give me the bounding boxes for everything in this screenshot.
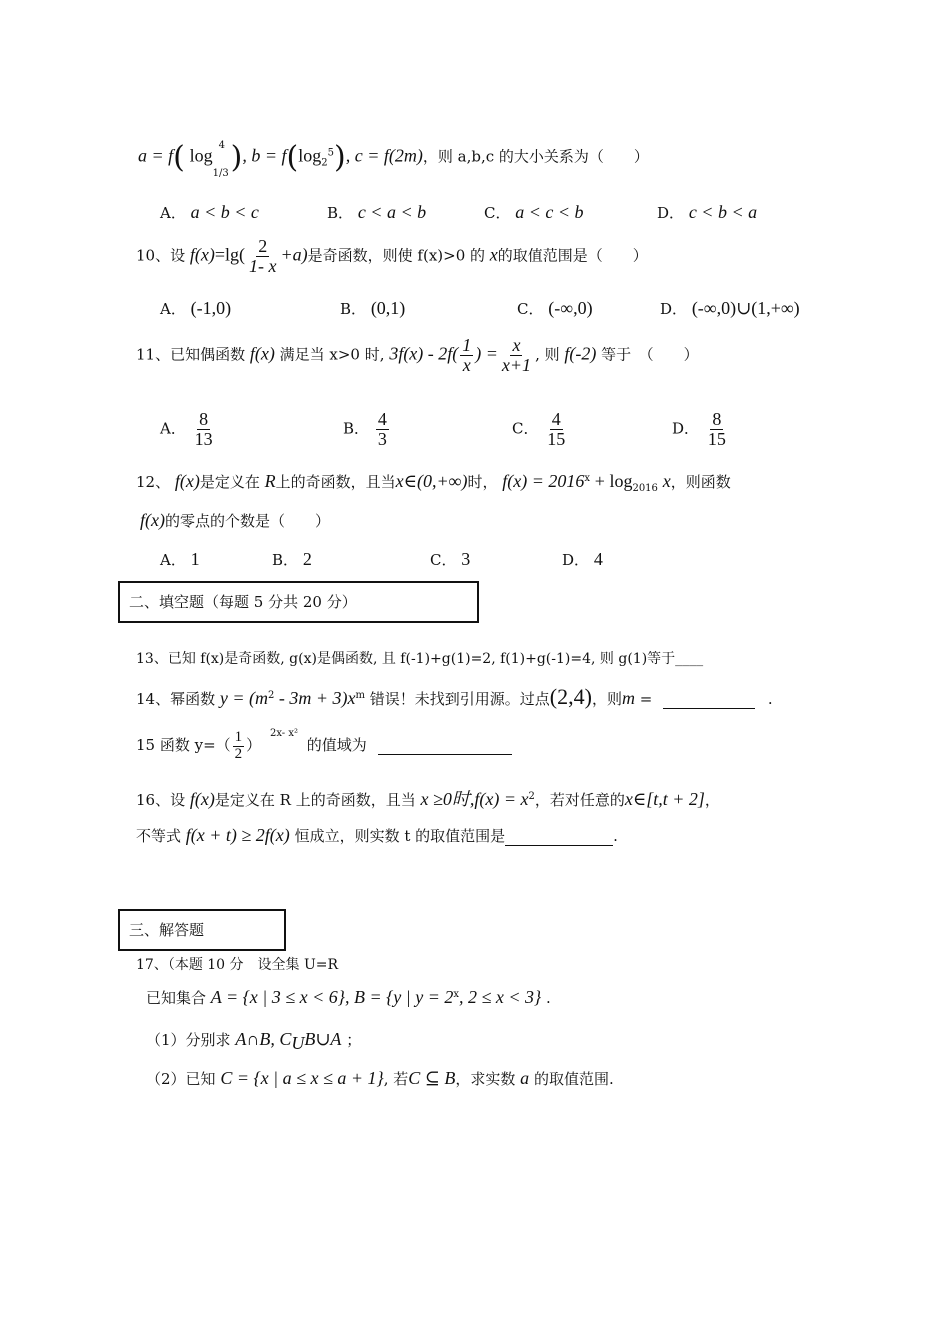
q9-expr-right: , c = f(2m) <box>345 145 423 166</box>
q13-line: 13、已知 f(x)是奇函数, g(x)是偶函数, 且 f(-1)+g(1)=2, f(1)+g(-1)=4, 则 g(1)等于____ <box>136 651 704 667</box>
q14-answer-blank[interactable] <box>663 690 755 709</box>
q16-line2: 不等式 f(x + t) ≥ 2f(x) 恒成立，则实数 t 的取值范围是 . <box>136 825 618 845</box>
q12-line1: 12、 f(x)是定义在 R上的奇函数，且当x∈(0,+∞)时， $f(x) = 2016^x + \log_{2016} x$，则函数 <box>136 471 731 494</box>
q10-fraction: $\frac{2}{1- x}$ <box>249 236 277 276</box>
q15-answer-blank[interactable] <box>378 736 512 755</box>
q17-line3: （2）已知 C = {x | a ≤ x ≤ a + 1}, 若C ⊆ B，求实数 a 的取值范围. <box>146 1068 614 1088</box>
q9-option-d: D． c < b < a <box>657 202 758 222</box>
q11-frac1: $\frac{1}{x}$ <box>462 335 472 375</box>
q11-line: 11、已知偶函数 f(x) 满足当 x>0 时, 3f(x) - 2f( $\frac{1}{x}$ ) = $\frac{x}{x+1}$ , 则 f(-2) 等于 （ ） <box>136 335 699 375</box>
q11-option-b: B． $\frac{4}{3}$ <box>343 409 387 449</box>
q9-option-b: B． c < a < b <box>327 202 427 222</box>
q12-option-a: A． 1 <box>160 549 200 569</box>
q9-tail: ，则 a,b,c 的大小关系为（ ） <box>422 147 649 166</box>
q11-option-a: A． $\frac{8}{13}$ <box>160 409 213 449</box>
q10-option-b: B． (0,1) <box>340 298 406 318</box>
q9-log2-sub: 2 <box>321 157 328 169</box>
q17-head: 17、（本题 10 分 设全集 U=R <box>136 957 339 973</box>
q14-line: 14、幂函数 $y = (m^2 - 3m + 3)x^m$ 错误！未找到引用源。过点(2,4)，则m = . <box>136 684 773 709</box>
q10-option-d: D． (-∞,0)∪(1,+∞) <box>660 298 800 318</box>
q10-eq: =lg( <box>214 244 246 265</box>
q11-frac2: $\frac{x}{x+1}$ <box>501 335 532 375</box>
q10-line: 10、设 f(x)=lg( $\frac{2}{1- x}$ +a)是奇函数，则使 f(x)>0 的 x的取值范围是（ ） <box>136 236 648 276</box>
q11-option-c: C． $\frac{4}{15}$ <box>512 409 566 449</box>
q10-tail: 是奇函数，则使 f(x)>0 的 <box>307 246 486 265</box>
q9-option-c: C． a < c < b <box>484 202 584 222</box>
q9-line: a = f( log 4 1/3 ), $b = f(\log_2^5)$, c = f(2m)，则 a,b,c 的大小关系为（ ） <box>138 139 649 179</box>
q9-expr-left: a = f <box>138 145 174 166</box>
q16-answer-blank[interactable] <box>505 827 613 846</box>
q12-option-b: B． 2 <box>272 549 312 569</box>
q9-log1-sub: 1/3 <box>212 167 229 179</box>
q9-log2-sup: 5 <box>327 147 335 159</box>
section2-header: 二、填空题（每题 5 分共 20 分） <box>118 581 479 623</box>
q10-option-a: A． (-1,0) <box>160 298 232 318</box>
q9-option-a: A． a < b < c <box>160 202 259 222</box>
q10-option-c: C． (-∞,0) <box>517 298 593 318</box>
q10-prefix: 10、设 <box>136 246 186 265</box>
q17-line1: 已知集合 A = {x | 3 ≤ x < 6}, B = {y | $y = 2^x$, 2 ≤ x < 3} . <box>146 987 551 1007</box>
q16-line1: 16、设 f(x)是定义在 R 上的奇函数，且当 x ≥0时$,f(x) = x^2$，若对任意的x∈[t,t + 2]， <box>136 789 720 809</box>
q12-option-d: D． 4 <box>562 549 603 569</box>
section3-header: 三、解答题 <box>118 909 286 951</box>
q15-line: 15 函数 y=（ $\frac{1}{2}$ ） $^{2x- x^2}$ 的值域为 <box>136 728 512 762</box>
q12-option-c: C． 3 <box>430 549 471 569</box>
q9-expr-mid: , b = f <box>242 145 287 166</box>
q9-log1-sup: 4 <box>218 139 226 151</box>
q12-line2: f(x)的零点的个数是（ ） <box>140 510 330 530</box>
q15-frac: $\frac{1}{2}$ <box>234 728 243 762</box>
q10-fx: f(x) <box>189 244 215 265</box>
q17-line2: （1）分别求 A∩B, $C_UB\cup A$ ； <box>146 1029 362 1053</box>
q11-option-d: D． $\frac{8}{15}$ <box>672 409 726 449</box>
q10-plus-a: +a) <box>280 244 308 265</box>
q9-log1: log <box>189 145 213 166</box>
q9-log2: log <box>298 145 322 166</box>
